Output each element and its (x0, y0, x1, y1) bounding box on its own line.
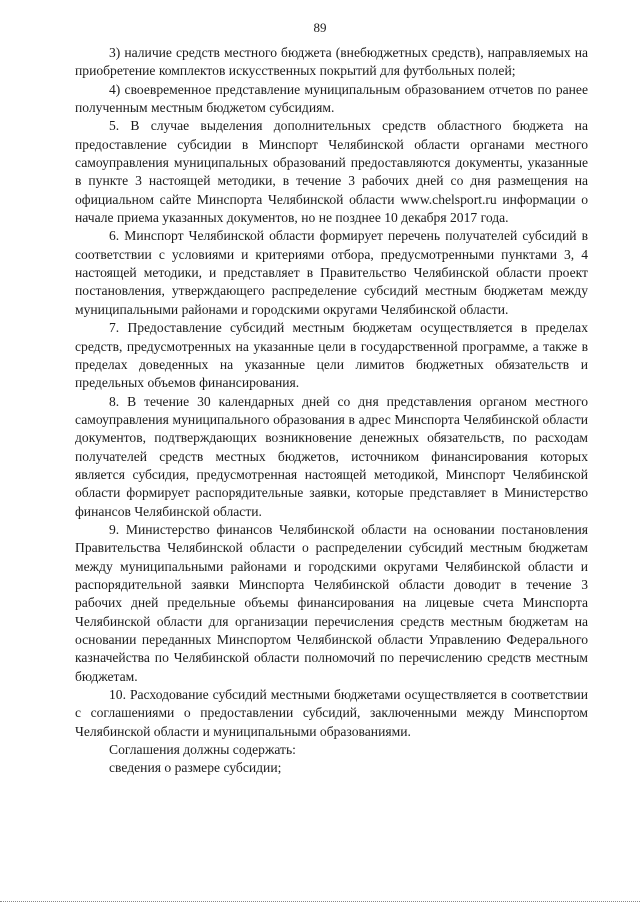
paragraph-clause-5: 5. В случае выделения дополнительных средств областного бюджета на предоставление субсидии в Минспорт Челябинской области органами местного самоуправления муниципальных образований предоставляются документы, указанные в пункте 3 настоящей методики, в течение 3 рабочих дней со дня размещения на официальном сайте Минспорта Челябинской области www.chelsport.ru информации о начале приема указанных документов, но не позднее 10 декабря 2017 года. (75, 118, 588, 226)
paragraph-clause-9: 9. Министерство финансов Челябинской области на основании постановления Правительства Челябинской области о распределении субсидий местным бюджетам между муниципальными районами и городскими округами Челябинской области и распорядительной заявки Минспорта Челябинской области доводит в течение 3 рабочих дней предельные объемы финансирования на лицевые счета Минспорта Челябинской области для организации перечисления средств местным бюджетам на основании переданных Минспортом Челябинской области Управлению Федерального казначейства по Челябинской области полномочий по перечислению средств местным бюджетам. (75, 521, 588, 684)
paragraph-clause-10: 10. Расходование субсидий местными бюджетами осуществляется в соответствии с соглашениями о предоставлении субсидий, заключенными между Минспортом Челябинской области и муниципальными образованиями. (75, 687, 588, 739)
paragraph-clause-8: 8. В течение 30 календарных дней со дня представления органом местного самоуправления муниципального образования в адрес Минспорта Челябинской области документов, подтверждающих возникновение денежных обязательств, по расходам получателей средств местных бюджетов, источником финансирования которых является субсидия, предусмотренная настоящей методикой, Минспорт Челябинской области формирует распорядительные заявки, которые представляет в Министерство финансов Челябинской области. (75, 393, 588, 519)
paragraph-agreements-intro: Соглашения должны содержать: (109, 742, 296, 758)
paragraph-item-3: 3) наличие средств местного бюджета (внебюджетных средств), направляемых на приобретение комплектов искусственных покрытий для футбольных полей; (75, 45, 588, 79)
page-bottom-divider (0, 901, 640, 905)
paragraph-subsidy-size: сведения о размере субсидии; (109, 760, 282, 776)
page-number: 89 (313, 20, 327, 35)
paragraph-clause-6: 6. Минспорт Челябинской области формирует перечень получателей субсидий в соответствии с условиями и критериями отбора, предусмотренными пунктами 3, 4 настоящей методики, и представляет в Правительство Челябинской области проект постановления, утверждающего распределение субсидий местным бюджетам между муниципальными районами и городскими округами Челябинской области. (75, 228, 588, 317)
document-body (75, 44, 588, 778)
paragraph-item-4: 4) своевременное представление муниципальным образованием отчетов по ранее полученным местным бюджетом субсидиям. (75, 81, 588, 116)
paragraph-clause-7: 7. Предоставление субсидий местным бюджетам осуществляется в пределах средств, предусмотренных на указанные цели в государственной программе, а также в пределах доведенных на указанные цели лимитов бюджетных обязательств и предельных объемов финансирования. (75, 320, 588, 391)
